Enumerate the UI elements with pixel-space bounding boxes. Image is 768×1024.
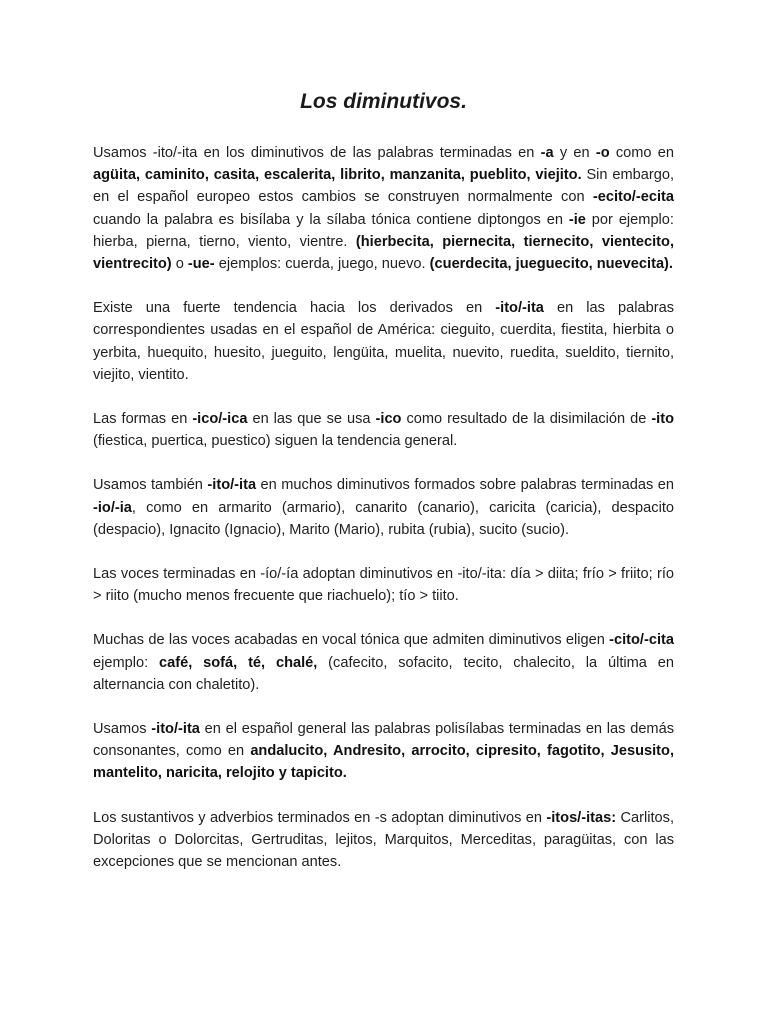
text-run: cuando la palabra es bisílaba y la sílaba tónica contiene diptongos en: [93, 211, 569, 228]
text-run: (cafecito, sofacito, tecito, chalecito, la última en alternancia con chaletito).: [93, 654, 674, 693]
bold-term: -io/-ia: [93, 499, 132, 516]
paragraph-8: [93, 807, 674, 874]
text-run: Usamos también: [93, 477, 208, 494]
paragraph-6: [93, 629, 674, 696]
text-run: Existe una fuerte tendencia hacia los derivados en: [93, 300, 496, 317]
bold-term: -a: [540, 145, 554, 161]
bold-term: -cito/-cita: [609, 632, 674, 649]
bold-term: -ito/-ita: [151, 721, 200, 738]
text-run: en el español general las palabras polisílabas terminadas en las demás consonantes, como en: [93, 721, 675, 760]
bold-term: -ico/-ica: [192, 411, 248, 428]
document-page: [93, 88, 674, 895]
text-run: por ejemplo: hierba, pierna, tierno, viento, vientre.: [93, 211, 674, 250]
text-run: ejemplos: cuerda, juego, nuevo.: [214, 256, 430, 273]
text-run: Las voces terminadas en -ío/-ía adoptan diminutivos en -ito/-ita: día > diita; frío > friito; río > riito (mucho menos frecuente que riachuelo); tío > tiito.: [93, 566, 674, 605]
document-title: Los diminutivos.: [300, 90, 467, 113]
text-run: y en: [553, 145, 596, 161]
bold-term: -ico: [375, 411, 402, 428]
paragraph-1: [93, 142, 674, 275]
text-run: Las formas en: [93, 411, 193, 428]
text-run: ejemplo:: [93, 654, 160, 671]
bold-term: -ito/-ita: [495, 300, 544, 317]
bold-term: -o: [595, 145, 610, 161]
text-run: Muchas de las voces acabadas en vocal tónica que admiten diminutivos eligen: [93, 632, 610, 649]
document-body: [93, 142, 674, 873]
bold-term: café, sofá, té, chalé,: [159, 654, 318, 671]
bold-term: -ito/-ita: [207, 477, 257, 494]
text-run: Sin embargo, en el español europeo estos cambios se construyen normalmente con: [93, 167, 675, 206]
text-run: Usamos: [93, 721, 152, 738]
paragraph-4: [93, 474, 674, 541]
bold-term: -ito: [651, 411, 675, 428]
text-run: Usamos -ito/-ita en los diminutivos de las palabras terminadas en: [93, 145, 541, 161]
text-run: como resultado de la disimilación de: [401, 411, 652, 428]
bold-term: (hierbecita, piernecita, tiernecito, vientecito, vientrecito): [93, 233, 674, 273]
bold-term: (cuerdecita, jueguecito, nuevecita).: [429, 256, 673, 273]
bold-term: -ecito/-ecita: [592, 189, 674, 206]
text-run: como en: [609, 145, 674, 161]
text-run: en las palabras correspondientes usadas en el español de América: cieguito, cuerdita, fiestita, hierbita o yerbita, huequito, huesito, jueguito, lengüita, muelita, nuevito, ruedita, sueldito, tiernito, viejito, vientito.: [93, 300, 674, 383]
text-run: en muchos diminutivos formados sobre palabras terminadas en: [256, 477, 674, 494]
bold-term: -itos/-itas:: [546, 809, 617, 826]
text-run: (fiestica, puertica, puestico) siguen la tendencia general.: [93, 433, 458, 450]
text-run: , como en armarito (armario), canarito (canario), caricita (caricia), despacito (despacio), Ignacito (Ignacio), Marito (Mario), rubita (rubia), sucito (sucio).: [93, 499, 674, 538]
bold-term: agüita, caminito, casita, escalerita, librito, manzanita, pueblito, viejito.: [93, 167, 582, 184]
bold-term: -ie: [568, 211, 586, 228]
bold-term: andalucito, Andresito, arrocito, cipresito, fagotito, Jesusito, mantelito, naricita, relojito y tapicito.: [93, 743, 674, 782]
bold-term: -ue-: [187, 256, 215, 273]
text-run: en las que se usa: [247, 411, 376, 428]
text-run: Los sustantivos y adverbios terminados en -s adoptan diminutivos en: [93, 809, 547, 826]
paragraph-7: [93, 718, 674, 785]
paragraph-3: [93, 408, 674, 452]
paragraph-5: [93, 563, 674, 607]
paragraph-2: [93, 297, 674, 386]
text-run: o: [171, 256, 188, 273]
text-run: Carlitos, Doloritas o Dolorcitas, Gertruditas, lejitos, Marquitos, Merceditas, paragüitas, con las excepciones que se mencionan antes.: [93, 809, 675, 871]
